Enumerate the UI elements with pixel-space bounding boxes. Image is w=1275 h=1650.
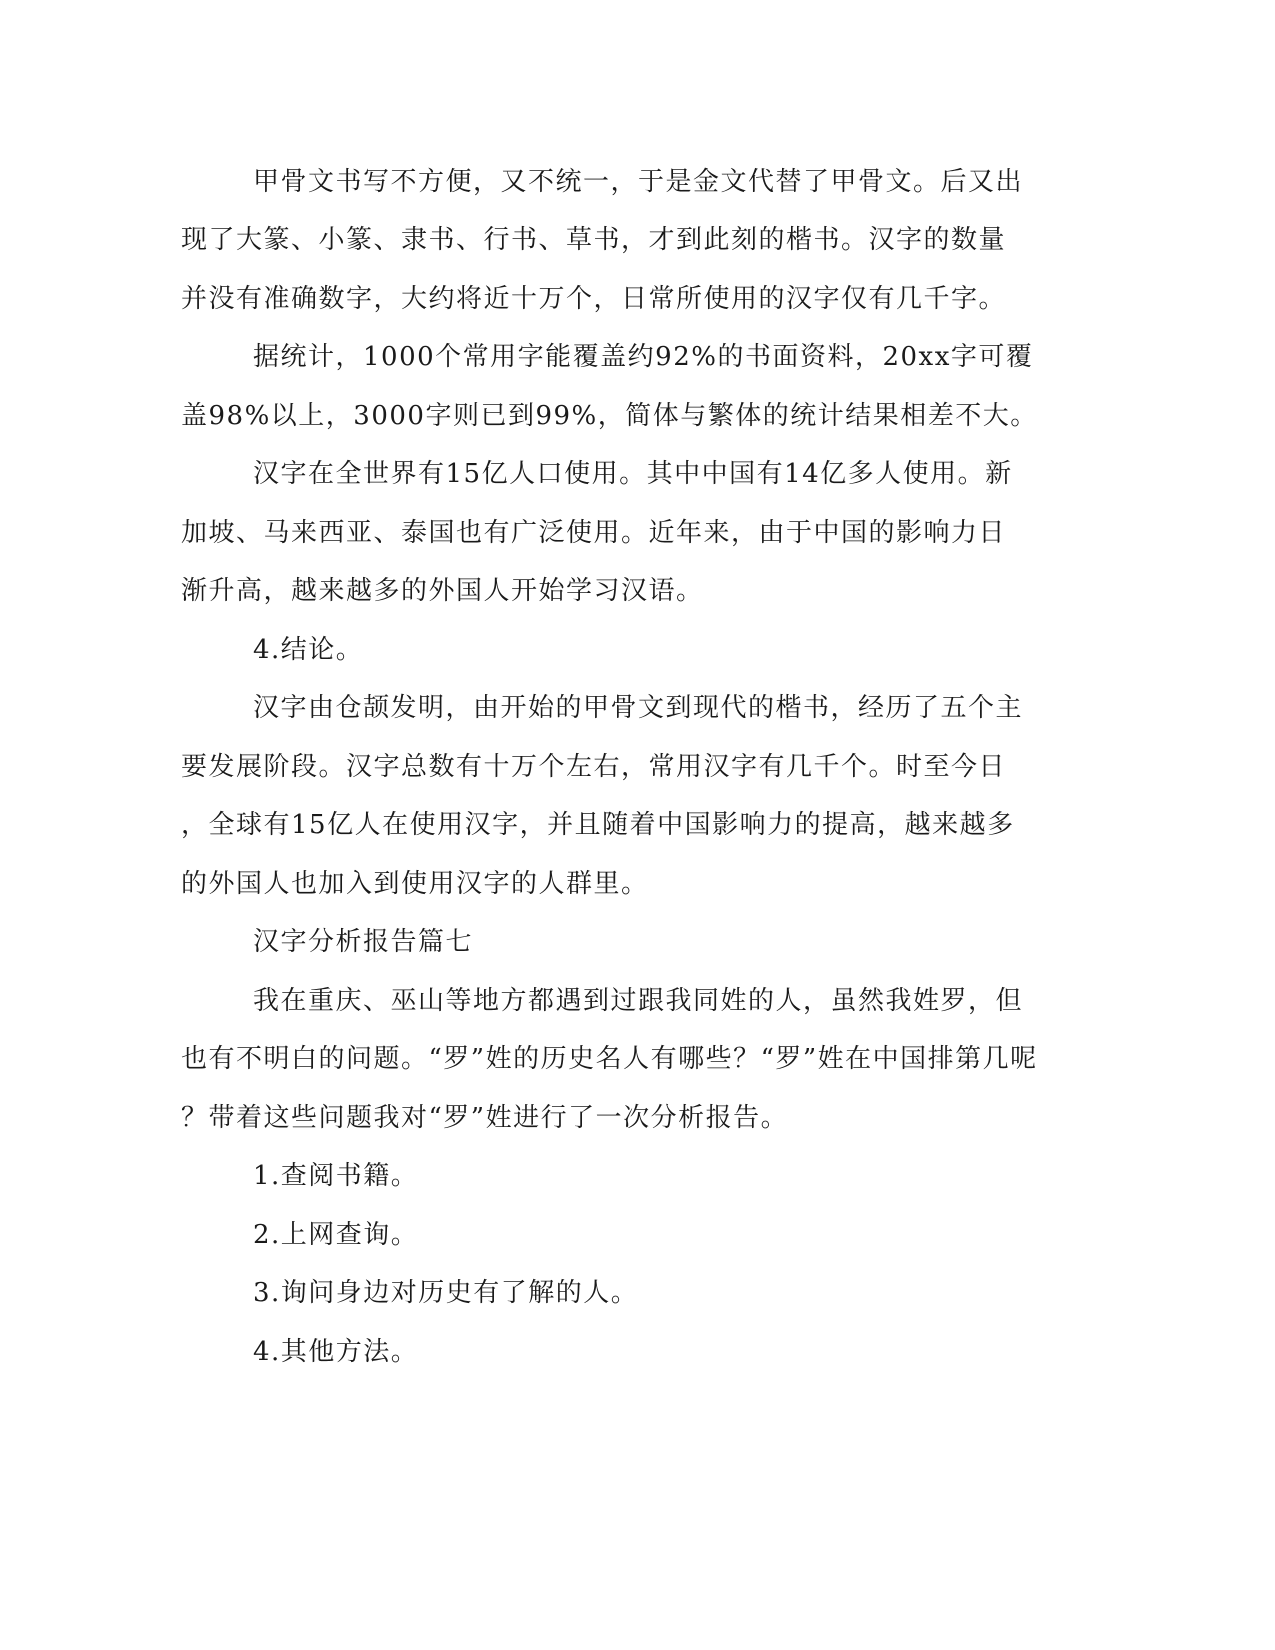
text-line: 也有不明白的问题。“罗”姓的历史名人有哪些？“罗”姓在中国排第几呢 [181,1044,1038,1074]
text-line: 要发展阶段。汉字总数有十万个左右，常用汉字有几千个。时至今日 [181,752,1007,782]
text-line: 加坡、马来西亚、泰国也有广泛使用。近年来，由于中国的影响力日 [181,518,1007,548]
text-line: 的外国人也加入到使用汉字的人群里。 [181,869,649,899]
text-line: 盖98%以上，3000字则已到99%，简体与繁体的统计结果相差不大。 [181,401,1038,431]
text-line: 汉字在全世界有15亿人口使用。其中中国有14亿多人使用。新 [253,459,1013,489]
text-line: 渐升高，越来越多的外国人开始学习汉语。 [181,576,704,606]
text-line: ？带着这些问题我对“罗”姓进行了一次分析报告。 [181,1103,789,1133]
text-line: 我在重庆、巫山等地方都遇到过跟我同姓的人，虽然我姓罗，但 [253,986,1024,1016]
text-line: 据统计，1000个常用字能覆盖约92%的书面资料，20xx字可覆 [253,342,1034,372]
list-item: 2.上网查询。 [253,1220,419,1250]
text-line: 并没有准确数字，大约将近十万个，日常所使用的汉字仅有几千字。 [181,284,1007,314]
list-item: 4.其他方法。 [253,1337,419,1367]
section-heading: 4.结论。 [253,635,364,665]
text-line: 汉字由仓颉发明，由开始的甲骨文到现代的楷书，经历了五个主 [253,693,1024,723]
text-line: 现了大篆、小篆、隶书、行书、草书，才到此刻的楷书。汉字的数量 [181,225,1007,255]
text-line: ，全球有15亿人在使用汉字，并且随着中国影响力的提高，越来越多 [181,810,1015,840]
text-line: 甲骨文书写不方便，又不统一，于是金文代替了甲骨文。后又出 [253,167,1024,197]
list-item: 1.查阅书籍。 [253,1161,419,1191]
section-heading: 汉字分析报告篇七 [253,927,474,957]
list-item: 3.询问身边对历史有了解的人。 [253,1278,639,1308]
